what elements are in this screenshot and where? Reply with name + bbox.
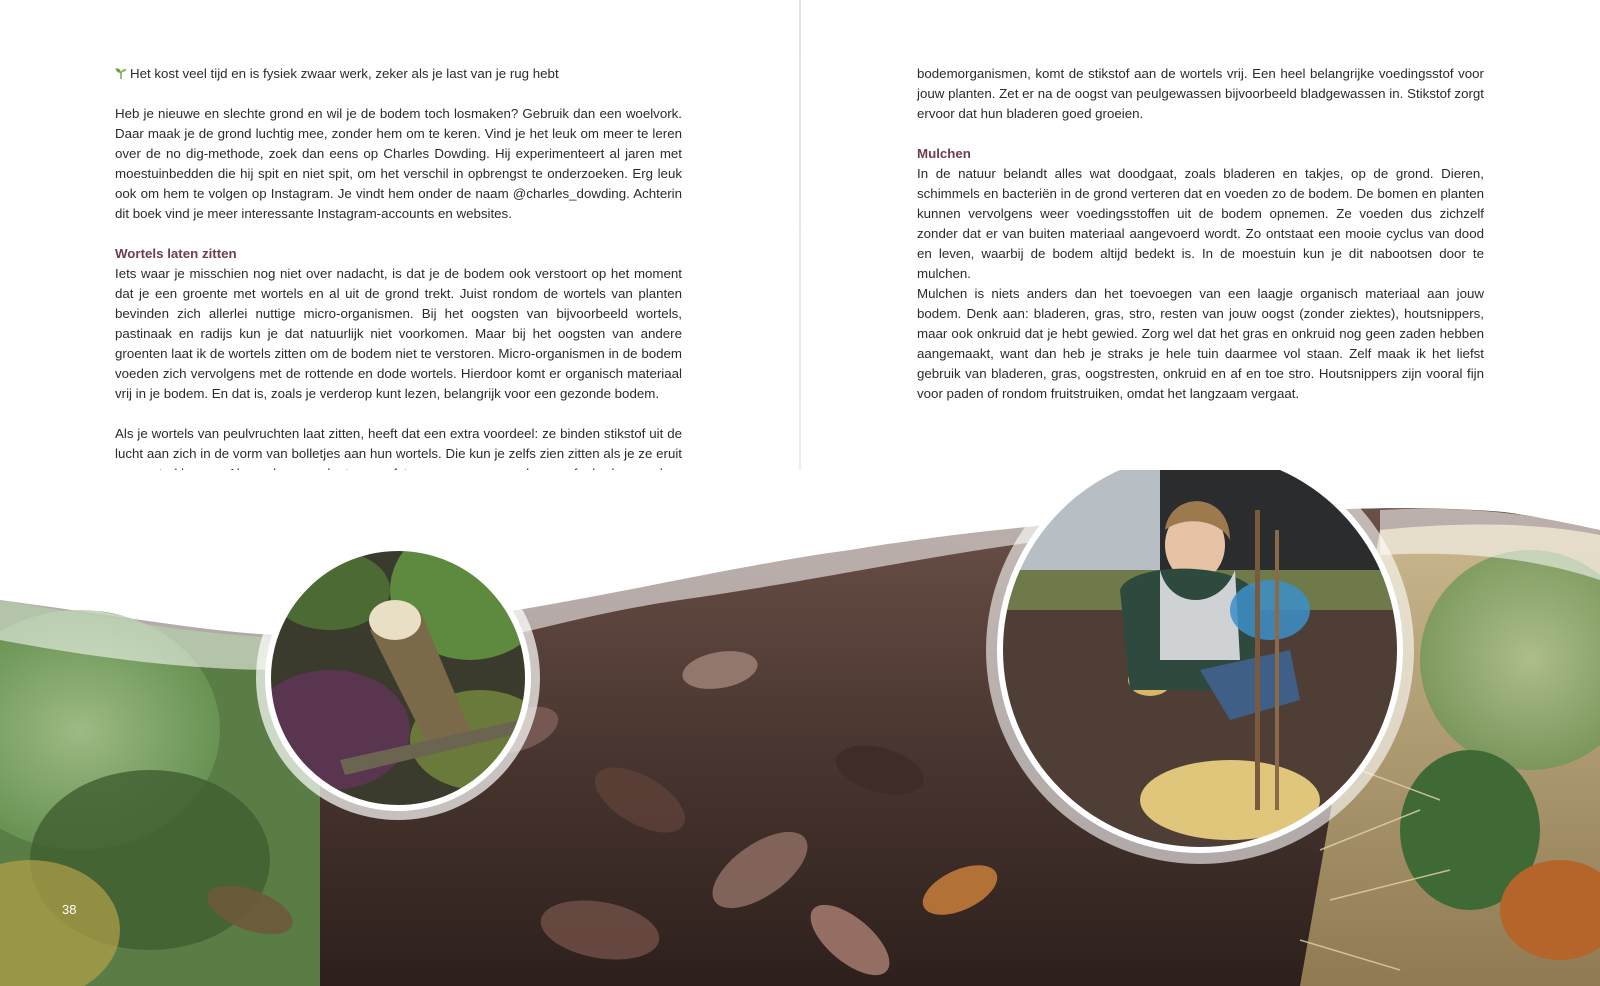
right-paragraph-3: Mulchen is niets anders dan het toevoegen van een laagje organisch materiaal aan jouw bodem. Denk aan: bladeren, gras, stro, resten van jouw oogst (zonder ziektes), houtsnippers, maar ook onkruid dat je hebt gewied. Zorg wel dat het gras en onkruid nog geen zaden hebben aangemaakt, want dan heb je straks je hele tuin daarmee vol staan. Zelf maak ik het liefst gebruik van bladeren, gras, oogstresten, onkruid en af en toe stro. Houtsnippers zijn vooral fijn voor paden of rondom fruitstruiken, omdat het langzaam vergaat. [917, 286, 1484, 401]
heading-wortels: Wortels laten zitten [115, 246, 237, 261]
left-paragraph-2: Iets waar je misschien nog niet over nadacht, is dat je de bodem ook verstoort op het moment dat je een groente met wortels en al uit de grond trekt. Juist rondom de wortels van planten bevinden zich allerlei nuttige micro-organismen. Bij het oogsten van bijvoorbeeld wortels, pastinaak en radijs kun je dat natuurlijk niet voorkomen. Maar bij het oogsten van andere groenten laat ik de wortels zitten om de bodem niet te verstoren. Micro-organismen in de bodem voeden zich vervolgens met de rottende en dode wortels. Hierdoor komt er organisch materiaal vrij in je bodem. En dat is, zoals je verderop kunt lezen, belangrijk voor een gezonde bodem. [115, 266, 682, 401]
right-page-text [917, 64, 1484, 404]
page-number: 38 [62, 902, 77, 917]
right-paragraph-2: In de natuur belandt alles wat doodgaat, zoals bladeren en takjes, op de grond. Dieren, schimmels en bacteriën in de grond verteren dat en voeden zo de bodem. De bomen en planten kunnen vervolgens weer voedingsstoffen uit de bodem opnemen. Ze voeden dus zichzelf zonder dat er van buiten materiaal aangevoerd wordt. Zo ontstaat een mooie cyclus van dood en leven, waarbij de bodem altijd bedekt is. In de moestuin kun je dit nabootsen door te mulchen. [917, 166, 1484, 281]
bullet-text: Het kost veel tijd en is fysiek zwaar werk, zeker als je last van je rug hebt [130, 66, 559, 81]
left-page-text [115, 64, 682, 484]
right-paragraph-1: bodemorganismen, komt de stikstof aan de wortels vrij. Een heel belangrijke voedingsstof voor jouw planten. Zet er na de oogst van peulgewassen bijvoorbeeld bladgewassen in. Stikstof zorgt ervoor dat hun bladeren goed groeien. [917, 66, 1484, 121]
sprout-icon [115, 67, 127, 79]
bullet-line [115, 64, 682, 84]
heading-mulchen: Mulchen [917, 146, 971, 161]
garden-photo-band [0, 470, 1600, 986]
left-paragraph-1: Heb je nieuwe en slechte grond en wil je de bodem toch losmaken? Gebruik dan een woelvork. Daar maak je de grond luchtig mee, zonder hem om te keren. Vind je het leuk om meer te leren over de no dig-methode, zoek dan eens op Charles Dowding. Hij experimenteert al jaren met moestuinbedden die hij spit en niet spit, om het verschil in opbrengst te onderzoeken. Erg leuk ook om hem te volgen op Instagram. Je vindt hem onder de naam @charles_dowding. Achterin dit boek vind je meer interessante Instagram-accounts en websites. [115, 106, 682, 221]
left-paragraph-3: Als je wortels van peulvruchten laat zitten, heeft dat een extra voordeel: ze binden stikstof uit de lucht aan zich in de vorm van bolletjes aan hun wortels. Die kun je zelfs zien zitten als je ze eruit [115, 426, 682, 461]
